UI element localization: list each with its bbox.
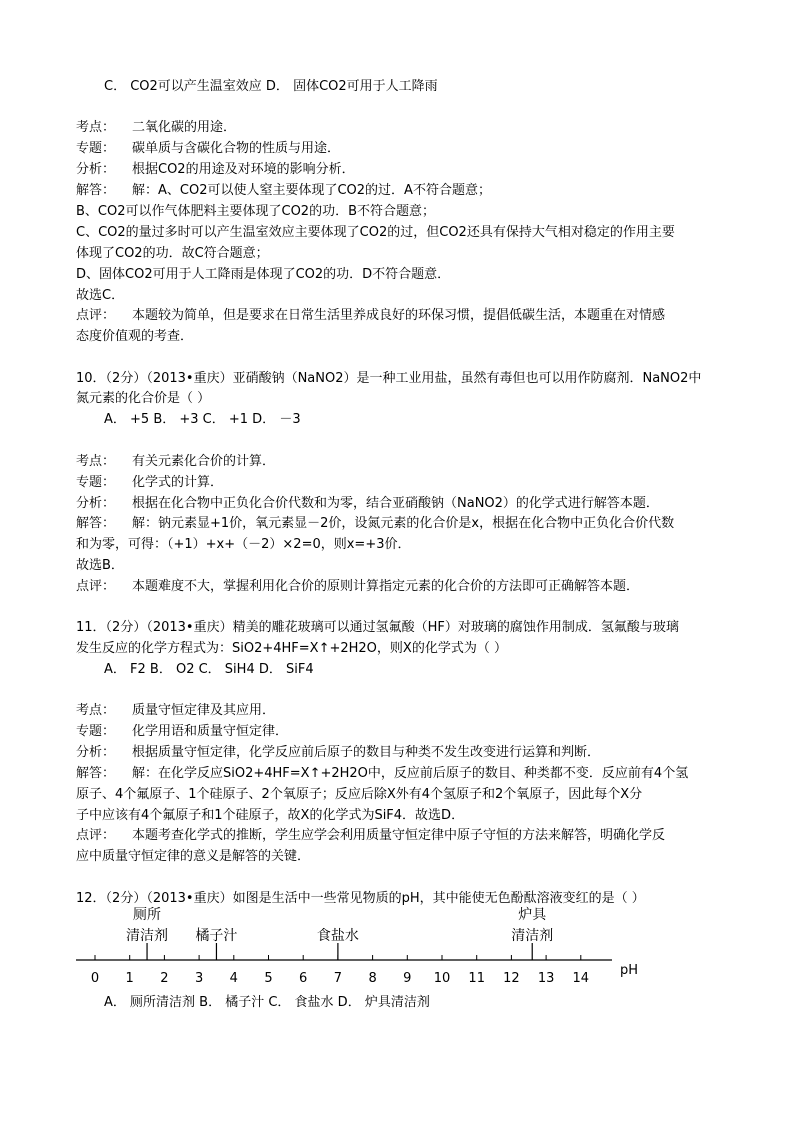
kaodian-text: 二氧化碳的用途． bbox=[132, 120, 237, 135]
q11-jieda bbox=[76, 764, 688, 784]
q9-jieda bbox=[76, 181, 491, 201]
zhuanti-text: 碳单质与含碳化合物的性质与用途． bbox=[132, 141, 341, 156]
q11-stem: 11．（2分）（2013•重庆）精美的雕花玻璃可以通过氢氟酸（HF）对玻璃的腐蚀作用制成．氢氟酸与玻璃 bbox=[76, 620, 679, 635]
ph-tick-label: 7 bbox=[333, 971, 343, 986]
q9-dianping bbox=[76, 306, 665, 326]
dianping-label: 点评： bbox=[76, 308, 116, 323]
q11-kaodian bbox=[76, 701, 275, 721]
q9-kaodian bbox=[76, 118, 236, 138]
fenxi-text: 根据质量守恒定律，化学反应前后原子的数目与种类不发生改变进行运算和判断． bbox=[132, 745, 601, 760]
ph-substance-label: 食盐水 bbox=[316, 928, 359, 944]
dianping-label: 点评： bbox=[76, 828, 116, 843]
q10-kaodian bbox=[76, 452, 275, 472]
jieda-text: 解：A、CO2可以使人窒主要体现了CO2的过．A不符合题意； bbox=[132, 183, 491, 198]
kaodian-label: 考点： bbox=[76, 703, 116, 718]
zhuanti-text: 化学式的计算． bbox=[132, 475, 224, 490]
q9-dianping-line-2: 态度价值观的考查． bbox=[76, 329, 194, 344]
q9-answer: 故选C． bbox=[76, 288, 125, 303]
ph-tick-label: 5 bbox=[264, 971, 273, 986]
dianping-text: 本题难度不大，掌握利用化合价的原则计算指定元素的化合价的方法即可正确解答本题． bbox=[132, 579, 640, 594]
ph-substance-label: 厕所 bbox=[133, 907, 162, 923]
q9-jieda-line-4: 体现了CO2的功．故C符合题意； bbox=[76, 246, 269, 261]
q11-jieda-line-2: 原子、4个氟原子、1个硅原子、2个氧原子；反应后除X外有4个氢原子和2个氧原子，因此每个X分 bbox=[76, 787, 643, 802]
ph-tick-label: 11 bbox=[468, 971, 485, 986]
kaodian-label: 考点： bbox=[76, 454, 116, 469]
zhuanti-text: 化学用语和质量守恒定律． bbox=[132, 724, 289, 739]
q9-jieda-line-2: B、CO2可以作气体肥料主要体现了CO2的功．B不符合题意； bbox=[76, 204, 435, 219]
fenxi-label: 分析： bbox=[76, 162, 116, 177]
q9-option-cd: C． CO2可以产生温室效应 D． 固体CO2可用于人工降雨 bbox=[104, 79, 438, 94]
ph-tick-label: 8 bbox=[368, 971, 377, 986]
q10-zhuanti bbox=[76, 473, 223, 493]
q11-zhuanti bbox=[76, 722, 288, 742]
q11-options: A． F2 B． O2 C． SiH4 D． SiF4 bbox=[104, 662, 314, 677]
q10-answer: 故选B． bbox=[76, 558, 124, 573]
q9-zhuanti bbox=[76, 139, 340, 159]
ph-substance-label: 橘子汁 bbox=[195, 928, 238, 944]
fenxi-label: 分析： bbox=[76, 745, 116, 760]
q10-jieda bbox=[76, 514, 674, 534]
q10-fenxi bbox=[76, 494, 659, 514]
ph-substance-label: 清洁剂 bbox=[126, 928, 169, 944]
fenxi-text: 根据在化合物中正负化合价代数和为零，结合亚硝酸钠（NaNO2）的化学式进行解答本题． bbox=[132, 496, 659, 511]
kaodian-text: 有关元素化合价的计算． bbox=[132, 454, 276, 469]
jieda-text: 解：钠元素显+1价，氧元素显－2价，设氮元素的化合价是x，根据在化合物中正负化合价代数 bbox=[132, 516, 675, 531]
dianping-label: 点评： bbox=[76, 579, 116, 594]
ph-tick-label: 4 bbox=[229, 971, 238, 986]
q10-stem-line-2: 氮元素的化合价是（ ） bbox=[76, 391, 211, 406]
jieda-label: 解答： bbox=[76, 766, 116, 781]
q10-dianping bbox=[76, 577, 639, 597]
ph-tick-label: 6 bbox=[299, 971, 308, 986]
ph-tick-label: 10 bbox=[433, 971, 451, 986]
dianping-text: 本题较为简单，但是要求在日常生活里养成良好的环保习惯，提倡低碳生活，本题重在对情感 bbox=[132, 308, 666, 323]
q9-jieda-line-5: D、固体CO2可用于人工降雨是体现了CO2的功．D不符合题意． bbox=[76, 267, 451, 282]
kaodian-text: 质量守恒定律及其应用． bbox=[132, 703, 276, 718]
fenxi-label: 分析： bbox=[76, 496, 116, 511]
q9-fenxi bbox=[76, 160, 355, 180]
ph-tick-label: 12 bbox=[503, 971, 520, 986]
q12-options: A． 厕所清洁剂 B． 橘子汁 C． 食盐水 D． 炉具清洁剂 bbox=[104, 995, 430, 1010]
ph-tick-label: 2 bbox=[160, 971, 169, 986]
jieda-text: 解：在化学反应SiO2+4HF=X↑+2H2O中，反应前后原子的数目、种类都不变．反应前有4个氢 bbox=[132, 766, 689, 781]
fenxi-text: 根据CO2的用途及对环境的影响分析． bbox=[132, 162, 355, 177]
ph-substance-label: 清洁剂 bbox=[511, 928, 554, 944]
kaodian-label: 考点： bbox=[76, 120, 116, 135]
ph-unit-label: pH bbox=[620, 963, 639, 978]
q11-stem-line-2: 发生反应的化学方程式为：SiO2+4HF=X↑+2H2O，则X的化学式为（ ） bbox=[76, 641, 507, 656]
q11-jieda-line-3: 子中应该有4个氟原子和1个硅原子，故X的化学式为SiF4．故选D． bbox=[76, 808, 465, 823]
zhuanti-label: 专题： bbox=[76, 141, 116, 156]
ph-substance-label: 炉具 bbox=[518, 907, 547, 923]
zhuanti-label: 专题： bbox=[76, 724, 116, 739]
ph-tick-label: 13 bbox=[537, 971, 555, 986]
q9-jieda-line-3: C、CO2的量过多时可以产生温室效应主要体现了CO2的过，但CO2还具有保持大气相对稳定的作用主要 bbox=[76, 225, 675, 240]
ph-tick-label: 1 bbox=[125, 971, 134, 986]
ph-tick-label: 9 bbox=[403, 971, 412, 986]
zhuanti-label: 专题： bbox=[76, 475, 116, 490]
q11-dianping bbox=[76, 826, 665, 846]
q10-stem: 10．（2分）（2013•重庆）亚硝酸钠（NaNO2）是一种工业用盐，虽然有毒但也可以用作防腐剂．NaNO2中 bbox=[76, 371, 702, 386]
dianping-text: 本题考查化学式的推断，学生应学会利用质量守恒定律中原子守恒的方法来解答，明确化学反 bbox=[132, 828, 666, 843]
q12-stem: 12．（2分）（2013•重庆）如图是生活中一些常见物质的pH，其中能使无色酚酞溶液变红的是（ ） bbox=[76, 891, 645, 906]
q11-fenxi bbox=[76, 743, 600, 763]
q11-dianping-line-2: 应中质量守恒定律的意义是解答的关键． bbox=[76, 849, 311, 864]
q10-options: A． +5 B． +3 C． +1 D． －3 bbox=[104, 412, 301, 427]
q10-jieda-line-2: 和为零，可得：（+1）+x+（－2）×2=0，则x=+3价． bbox=[76, 537, 411, 552]
ph-tick-label: 0 bbox=[90, 971, 100, 986]
ph-tick-label: 14 bbox=[572, 971, 590, 986]
jieda-label: 解答： bbox=[76, 183, 116, 198]
ph-tick-label: 3 bbox=[194, 971, 204, 986]
jieda-label: 解答： bbox=[76, 516, 116, 531]
